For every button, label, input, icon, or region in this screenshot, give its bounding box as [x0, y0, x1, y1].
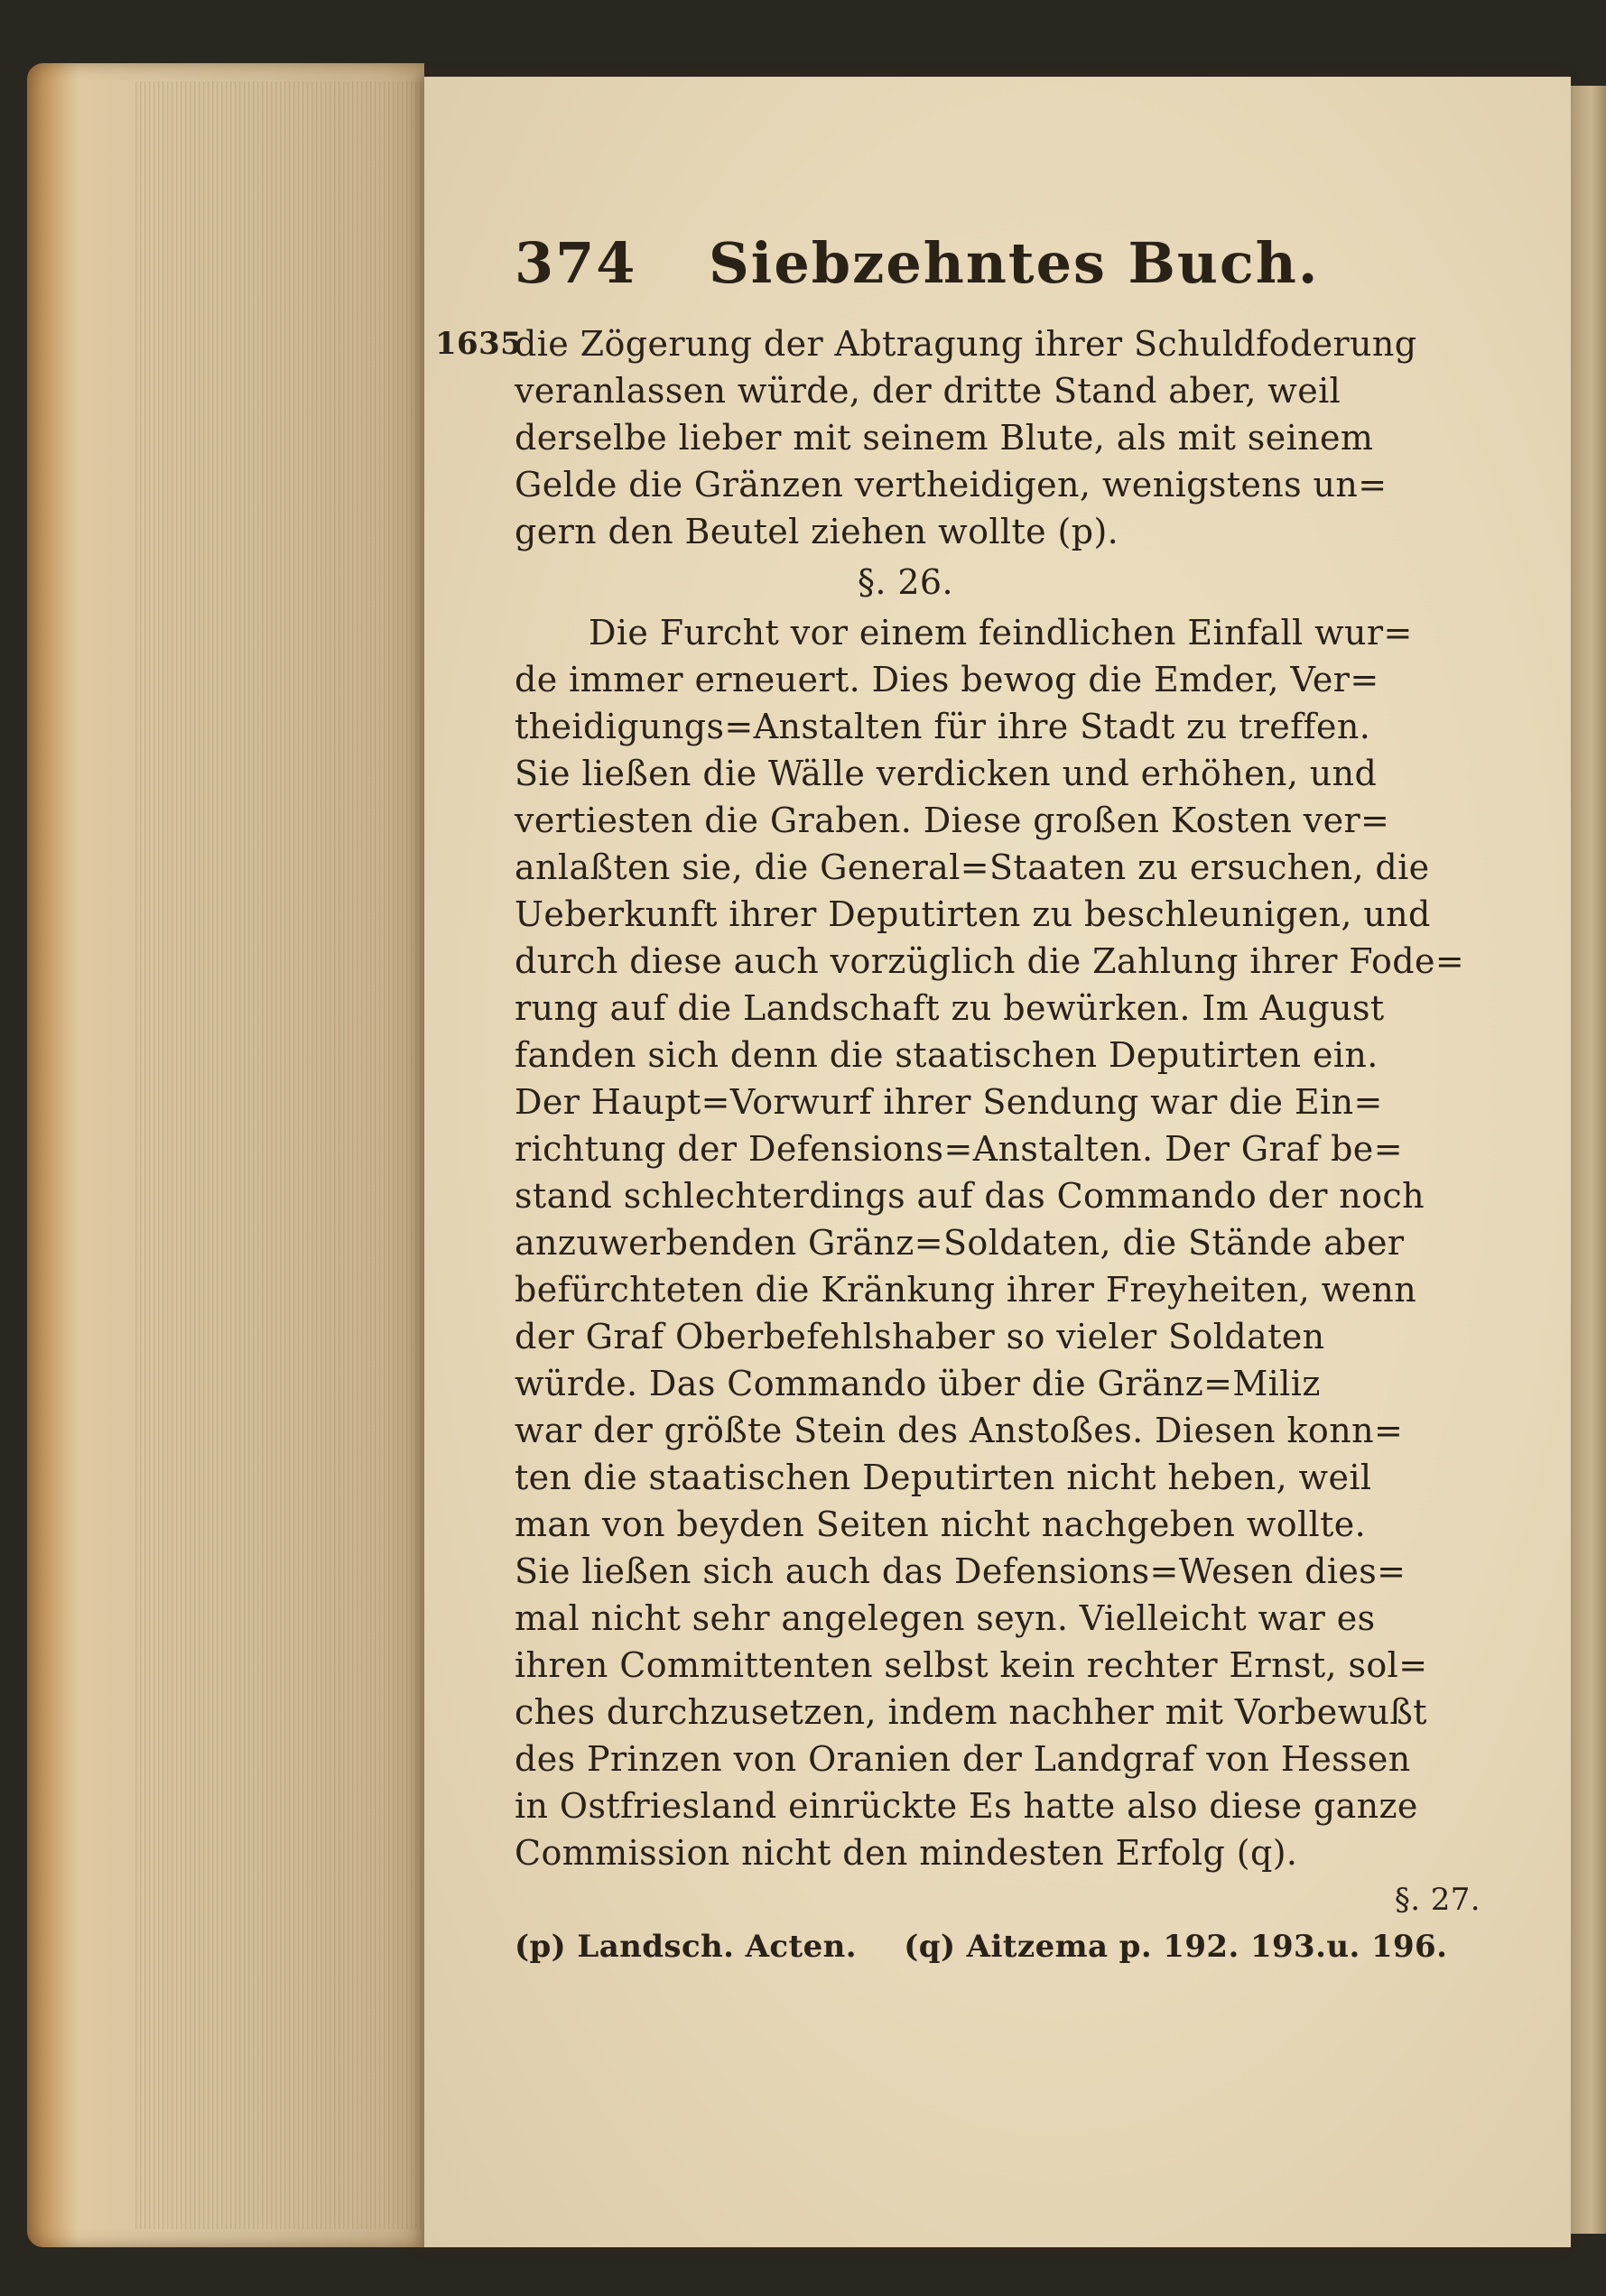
- book-page-edges: [27, 63, 424, 2247]
- text-line: Sie ließen die Wälle verdicken und erhöhen, und: [515, 754, 1378, 793]
- paragraph-2: [515, 609, 1490, 1876]
- text-line: veranlassen würde, der dritte Stand aber, weil: [515, 371, 1341, 411]
- footnote-q: (q) Aitzema p. 192. 193.u. 196.: [904, 1929, 1448, 1965]
- text-line: richtung der Defensions=Anstalten. Der Graf be=: [515, 1129, 1403, 1169]
- text-line: anlaßten sie, die General=Staaten zu ersuchen, die: [515, 847, 1430, 887]
- section-heading: §. 26.: [858, 562, 953, 602]
- text-line: die Zögerung der Abtragung ihrer Schuldfoderung: [515, 324, 1417, 364]
- text-line: Ueberkunft ihrer Deputirten zu beschleunigen, und: [515, 894, 1431, 934]
- text-line: ches durchzusetzen, indem nachher mit Vorbewußt: [515, 1692, 1427, 1732]
- text-line: der Graf Oberbefehlshaber so vieler Soldaten: [515, 1317, 1325, 1356]
- text-line: Der Haupt=Vorwurf ihrer Sendung war die Ein=: [515, 1082, 1383, 1122]
- text-line: theidigungs=Anstalten für ihre Stadt zu treffen.: [515, 707, 1371, 746]
- next-page-edge: [1570, 86, 1606, 2234]
- text-line: stand schlechterdings auf das Commando der noch: [515, 1176, 1425, 1216]
- page-header: [515, 230, 1490, 320]
- text-line: würde. Das Commando über die Gränz=Miliz: [515, 1364, 1321, 1403]
- page-number: 374: [515, 230, 637, 296]
- text-line: man von beyden Seiten nicht nachgeben wollte.: [515, 1504, 1367, 1544]
- text-line: durch diese auch vorzüglich die Zahlung ihrer Fode=: [515, 941, 1465, 981]
- body-text: [435, 320, 1490, 1974]
- text-line: des Prinzen von Oranien der Landgraf von Hessen: [515, 1739, 1411, 1779]
- text-line: Commission nicht den mindesten Erfolg (q).: [515, 1833, 1298, 1873]
- text-line: gern den Beutel ziehen wollte (p).: [515, 512, 1119, 551]
- text-line: mal nicht sehr angelegen seyn. Vielleicht war es: [515, 1598, 1376, 1638]
- text-line: ihren Committenten selbst kein rechter Ernst, sol=: [515, 1645, 1428, 1685]
- footnote-p: (p) Landsch. Acten.: [515, 1929, 858, 1965]
- running-title: Siebzehntes Buch.: [709, 230, 1320, 296]
- text-line: fanden sich denn die staatischen Deputirten ein.: [515, 1035, 1379, 1075]
- text-line: de immer erneuert. Dies bewog die Emder, Ver=: [515, 660, 1379, 699]
- text-line: anzuwerbenden Gränz=Soldaten, die Stände aber: [515, 1223, 1405, 1263]
- book-page: [424, 77, 1571, 2247]
- paragraph-1: [515, 320, 1490, 555]
- text-line: vertiesten die Graben. Diese großen Kosten ver=: [515, 801, 1390, 840]
- text-line: rung auf die Landschaft zu bewürken. Im August: [515, 988, 1385, 1028]
- page-content: [435, 230, 1490, 1974]
- text-line: befürchteten die Kränkung ihrer Freyheiten, wenn: [515, 1270, 1417, 1310]
- text-line: in Ostfriesland einrückte Es hatte also diese ganze: [515, 1786, 1418, 1826]
- text-line: Sie ließen sich auch das Defensions=Wesen dies=: [515, 1551, 1406, 1591]
- text-line: ten die staatischen Deputirten nicht heben, weil: [515, 1458, 1372, 1497]
- catchword: §. 27.: [1394, 1882, 1481, 1918]
- margin-year: 1635: [435, 326, 523, 362]
- text-line: Die Furcht vor einem feindlichen Einfall wur=: [589, 613, 1413, 653]
- text-line: Gelde die Gränzen vertheidigen, wenigstens un=: [515, 465, 1388, 505]
- text-line: war der größte Stein des Anstoßes. Diesen konn=: [515, 1411, 1404, 1450]
- text-line: derselbe lieber mit seinem Blute, als mit seinem: [515, 418, 1374, 458]
- footnotes: [515, 1923, 1490, 1974]
